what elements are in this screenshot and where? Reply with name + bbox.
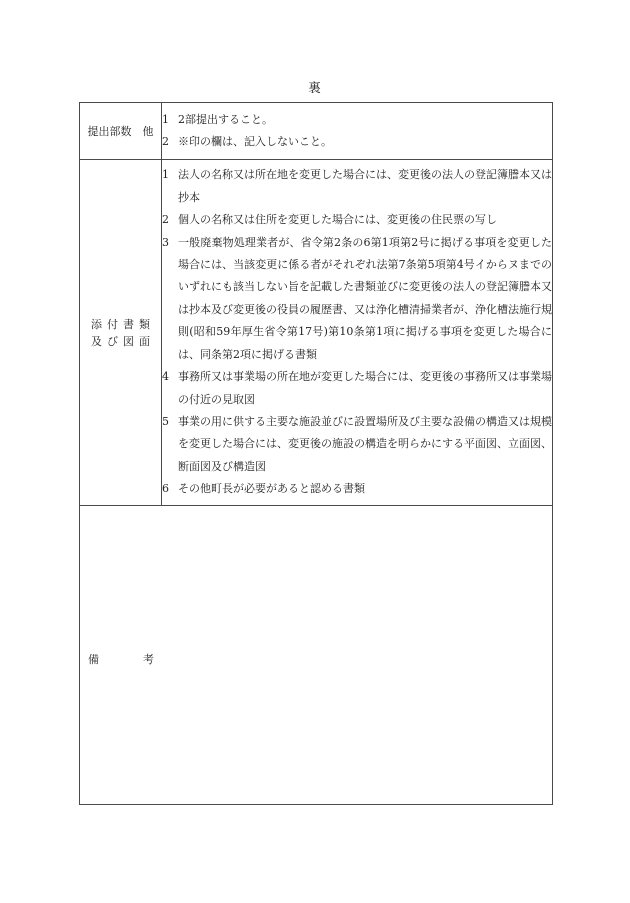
item-text: 法人の名称又は所在地を変更した場合には、変更後の法人の登記簿謄本又は抄本 xyxy=(178,168,552,204)
item-number: 4 xyxy=(162,370,169,384)
item-number: 5 xyxy=(162,414,169,428)
remarks-label-right: 考 xyxy=(143,652,154,666)
remarks-field[interactable] xyxy=(80,506,553,805)
attachment-item xyxy=(162,232,552,366)
item-text: 事業の用に供する主要な施設並びに設置場所及び主要な設備の構造又は規模を変更した場合には、変更後の施設の構造を明らかにする平面図、立面図、断面図及び構造図 xyxy=(178,414,552,473)
attachments-label xyxy=(80,160,162,506)
copies-content xyxy=(162,103,553,160)
attachments-row xyxy=(80,160,553,506)
attachment-item xyxy=(162,366,552,411)
item-text: ※印の欄は、記入しないこと。 xyxy=(178,135,332,148)
item-text: 2部提出すること。 xyxy=(178,112,273,126)
attachments-content xyxy=(162,160,553,506)
item-text: 一般廃棄物処理業者が、省令第2条の6第1項第2号に掲げる事項を変更した場合には、当該変更に係る者がそれぞれ法第7条第5項第4号イからヌまでのいずれにも該当しない旨を記載した書類並びに変更後の法人の登記簿謄本又は抄本及び変更後の役員の履歴書、又は浄化槽清掃業者が、浄化槽法施行規則(昭和59年厚生省令第17号)第10条第1項に掲げる事項を変更した場合には、同条第2項に掲げる書類 xyxy=(178,235,552,361)
attachment-item xyxy=(162,411,552,478)
item-number: 1 xyxy=(162,112,169,126)
attachment-item xyxy=(162,478,552,500)
remarks-label-left: 備 xyxy=(88,652,99,666)
form-table xyxy=(79,102,553,805)
copies-row xyxy=(80,103,553,160)
copies-label: 提出部数 他 xyxy=(80,103,162,160)
item-text: その他町長が必要があると認める書類 xyxy=(178,482,365,496)
attachment-item xyxy=(162,209,552,231)
remarks-row xyxy=(80,506,553,805)
item-number: 1 xyxy=(162,168,169,182)
copies-item xyxy=(162,131,552,153)
item-number: 6 xyxy=(162,482,169,496)
item-number: 3 xyxy=(162,235,169,249)
item-number: 2 xyxy=(162,135,169,148)
attachments-label-line2: 及び図面 xyxy=(91,334,155,348)
remarks-label xyxy=(80,643,162,668)
item-number: 2 xyxy=(162,213,169,227)
copies-item xyxy=(162,109,552,131)
item-text: 個人の名称又は住所を変更した場合には、変更後の住民票の写し xyxy=(178,213,497,227)
attachment-item xyxy=(162,164,552,209)
attachments-label-line1: 添付書類 xyxy=(91,317,155,331)
item-text: 事務所又は事業場の所在地が変更した場合には、変更後の事務所又は事業場の付近の見取図 xyxy=(178,370,552,406)
page-title: 裏 xyxy=(308,80,322,95)
